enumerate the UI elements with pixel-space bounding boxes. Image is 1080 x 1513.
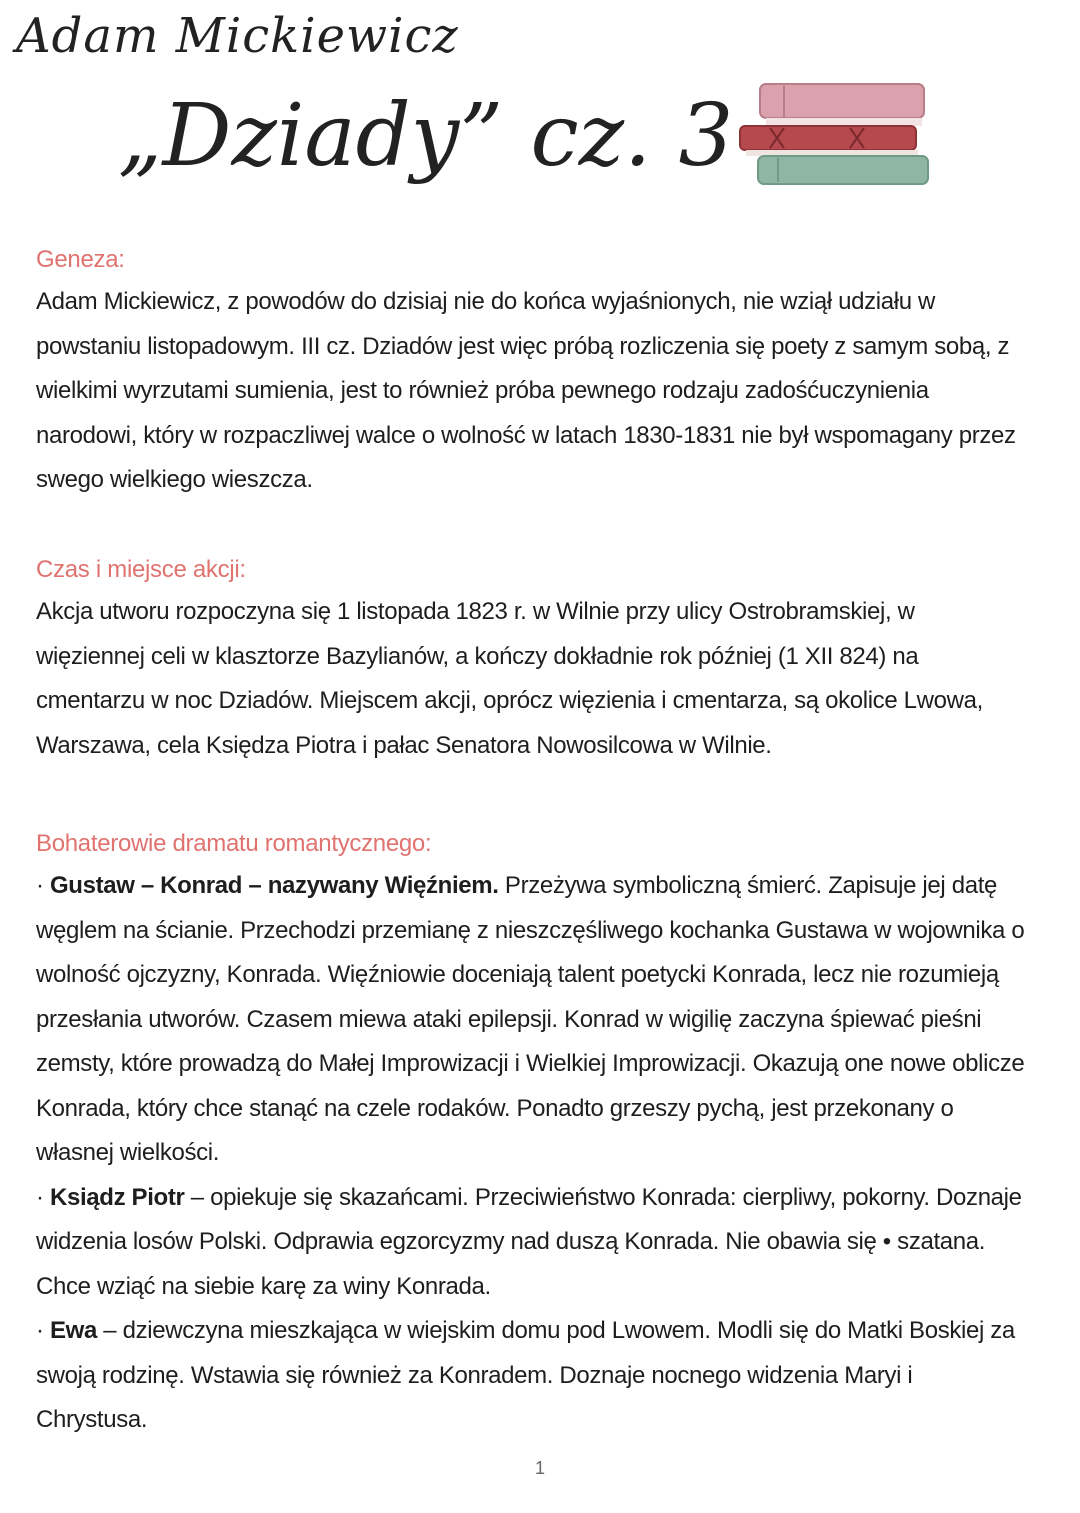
character-description: Przeżywa symboliczną śmierć. Zapisuje jej datę węglem na ścianie. Przechodzi przemianę z nieszczęśliwego kochanka Gustawa w wojownika o wolność ojczyzny, Konrada. Więźniowie doceniają talent poetycki Konrada, lecz nie rozumieją przesłania utworów. Czasem miewa ataki epilepsji. Konrad w wigilię zaczyna śpiewać pieśni zemsty, które prowadzą do Małej Improwizacji i Wielkiej Improwizacji. Okazują one nowe oblicze Konrada, który chce stanąć na czele rodaków. Ponadto grzeszy pychą, jest przekonany o własnej wielkości.	[36, 872, 1025, 1166]
books-stack-icon	[730, 78, 936, 188]
characters-section	[36, 824, 1026, 1443]
character-name: Ksiądz Piotr	[49, 1183, 185, 1211]
book-middle	[740, 126, 918, 156]
characters-heading: Bohaterowie dramatu romantycznego:	[36, 830, 432, 857]
character-name: Gustaw – Konrad – nazywany Więźniem.	[49, 872, 499, 899]
author-name: Adam Mickiewicz	[16, 8, 459, 64]
character-item: · Gustaw – Konrad – nazywany Więźniem. Przeżywa symboliczną śmierć. Zapisuje jej datę węglem na ścianie. Przechodzi przemianę z nieszczęśliwego kochanka Gustawa w wojownika o wolność ojczyzny, Konrada. Więźniowie doceniają talent poetycki Konrada, lecz nie rozumieją przesłania utworów. Czasem miewa ataki epilepsji. Konrad w wigilię zaczyna śpiewać pieśni zemsty, które prowadzą do Małej Improwizacji i Wielkiej Improwizacji. Okazują one nowe oblicze Konrada, który chce stanąć na czele rodaków. Ponadto grzeszy pychą, jest przekonany o własnej wielkości.	[36, 872, 1025, 1166]
character-item: · Ewa – dziewczyna mieszkająca w wiejskim domu pod Lwowem. Modli się do Matki Boskiej za swoją rodzinę. Wstawia się również za Konradem. Doznaje nocnego widzenia Maryi i Chrystusa.	[36, 1317, 1015, 1433]
genesis-text: Adam Mickiewicz, z powodów do dzisiaj nie do końca wyjaśnionych, nie wziął udziału w powstaniu listopadowym. III cz. Dziadów jest więc próbą rozliczenia się poety z samym sobą, z wielkimi wyrzutami sumienia, jest to również próba pewnego rodzaju zadośćuczynienia narodowi, który w rozpaczliwej walce o wolność w latach 1830-1831 nie był wspomagany przez swego wielkiego wieszcza.	[36, 288, 1016, 493]
character-description: – dziewczyna mieszkająca w wiejskim domu pod Lwowem. Modli się do Matki Boskiej za swoją rodzinę. Wstawia się również za Konradem. Doznaje nocnego widzenia Maryi i Chrystusa.	[36, 1317, 1015, 1433]
genesis-heading: Geneza:	[36, 246, 125, 273]
time-place-section	[36, 550, 1026, 768]
character-item: · Ksiądz Piotr – opiekuje się skazańcami. Przeciwieństwo Konrada: cierpliwy, pokorny. Doznaje widzenia losów Polski. Odprawia egzorcyzmy nad duszą Konrada. Nie obawia się • szatana. Chce wziąć na siebie karę za winy Konrada.	[36, 1183, 1022, 1300]
page-number: 1	[534, 1458, 545, 1478]
book-bottom	[758, 156, 928, 184]
character-description: – opiekuje się skazańcami. Przeciwieństwo Konrada: cierpliwy, pokorny. Doznaje widzenia losów Polski. Odprawia egzorcyzmy nad duszą Konrada. Nie obawia się • szatana. Chce wziąć na siebie karę za winy Konrada.	[36, 1183, 1022, 1300]
character-name: Ewa	[49, 1317, 97, 1344]
time-place-heading: Czas i miejsce akcji:	[36, 556, 246, 583]
genesis-section	[36, 240, 1026, 503]
book-top	[760, 84, 924, 126]
document-title: „Dziady” cz. 3	[118, 86, 734, 186]
time-place-text: Akcja utworu rozpoczyna się 1 listopada 1823 r. w Wilnie przy ulicy Ostrobramskiej, w więziennej celi w klasztorze Bazylianów, a kończy dokładnie rok później (1 XII 824) na cmentarzu w noc Dziadów. Miejscem akcji, oprócz więzienia i cmentarza, są okolice Lwowa, Warszawa, cela Księdza Piotra i pałac Senatora Nowosilcowa w Wilnie.	[36, 598, 983, 759]
title-row	[118, 78, 1058, 208]
